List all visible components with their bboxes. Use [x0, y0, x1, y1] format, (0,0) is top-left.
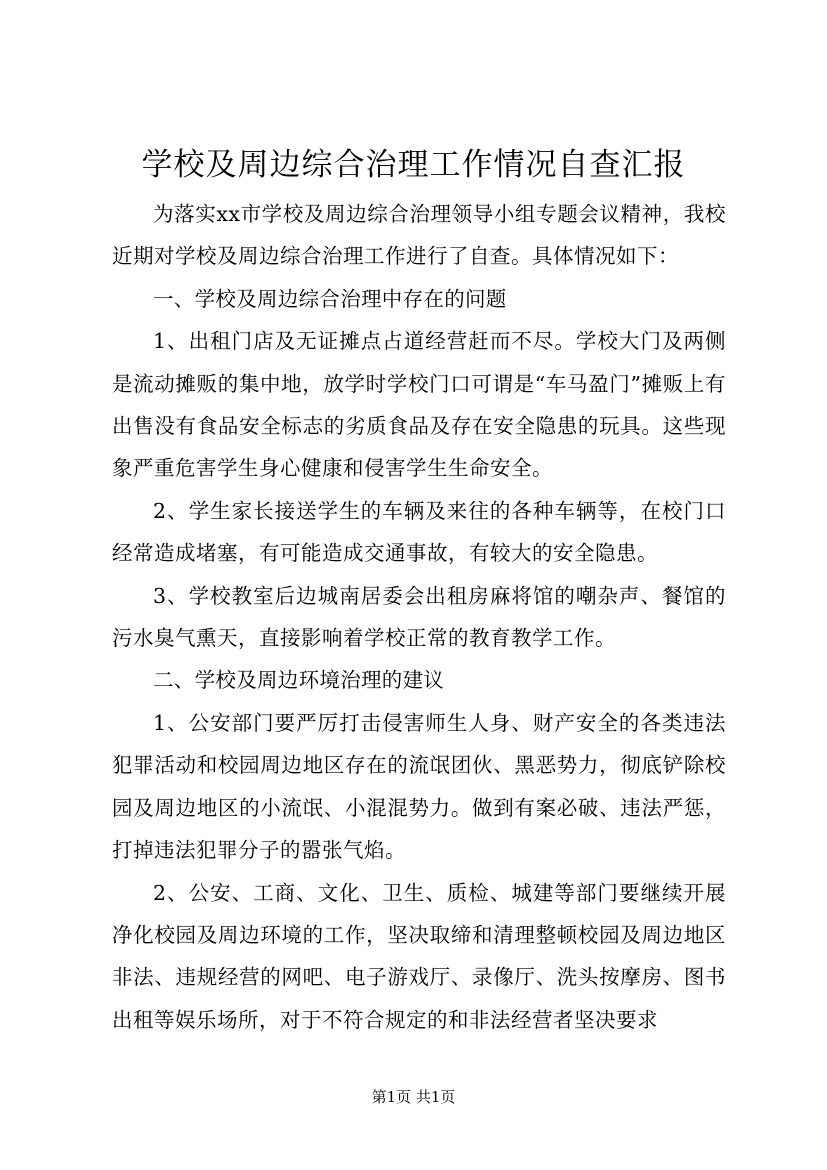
section-heading-suggestions: 二、学校及周边环境治理的建议: [153, 668, 445, 693]
document-title: 学校及周边综合治理工作情况自查汇报: [141, 147, 686, 183]
section-heading-problems: 一、学校及周边综合治理中存在的问题: [153, 286, 507, 311]
suggestion-item-1: 1、公安部门要严厉打击侵害师生人身、财产安全的各类违法犯罪活动和校园周边地区存在的流氓团伙、黑恶势力，彻底铲除校园及周边地区的小流氓、小混混势力。做到有案必破、违法严惩，打掉违法犯罪分子的嚣张气焰。: [112, 710, 726, 863]
problem-item-3: 3、学校教室后边城南居委会出租房麻将馆的嘲杂声、餐馆的污水臭气熏天，直接影响着学校正常的教育教学工作。: [112, 583, 726, 651]
problem-item-1: 1、出租门店及无证摊点占道经营赶而不尽。学校大门及两侧是流动摊贩的集中地，放学时学校门口可谓是“车马盈门”摊贩上有出售没有食品安全标志的劣质食品及存在安全隐患的玩具。这些现象严重危害学生身心健康和侵害学生生命安全。: [112, 329, 726, 481]
page-footer: 第1页 共1页: [371, 1088, 456, 1106]
suggestion-item-2: 2、公安、工商、文化、卫生、质检、城建等部门要继续开展净化校园及周边环境的工作，坚决取缔和清理整顿校园及周边地区非法、违规经营的网吧、电子游戏厅、录像厅、洗头按摩房、图书出租等娱乐场所，对于不符合规定的和非法经营者坚决要求: [112, 880, 726, 1032]
intro-paragraph: 为落实xx市学校及周边综合治理领导小组专题会议精神，我校近期对学校及周边综合治理工作进行了自查。具体情况如下：: [112, 202, 726, 269]
document-body: [112, 193, 726, 1041]
problem-item-2: 2、学生家长接送学生的车辆及来往的各种车辆等，在校门口经常造成堵塞，有可能造成交通事故，有较大的安全隐患。: [112, 498, 726, 566]
